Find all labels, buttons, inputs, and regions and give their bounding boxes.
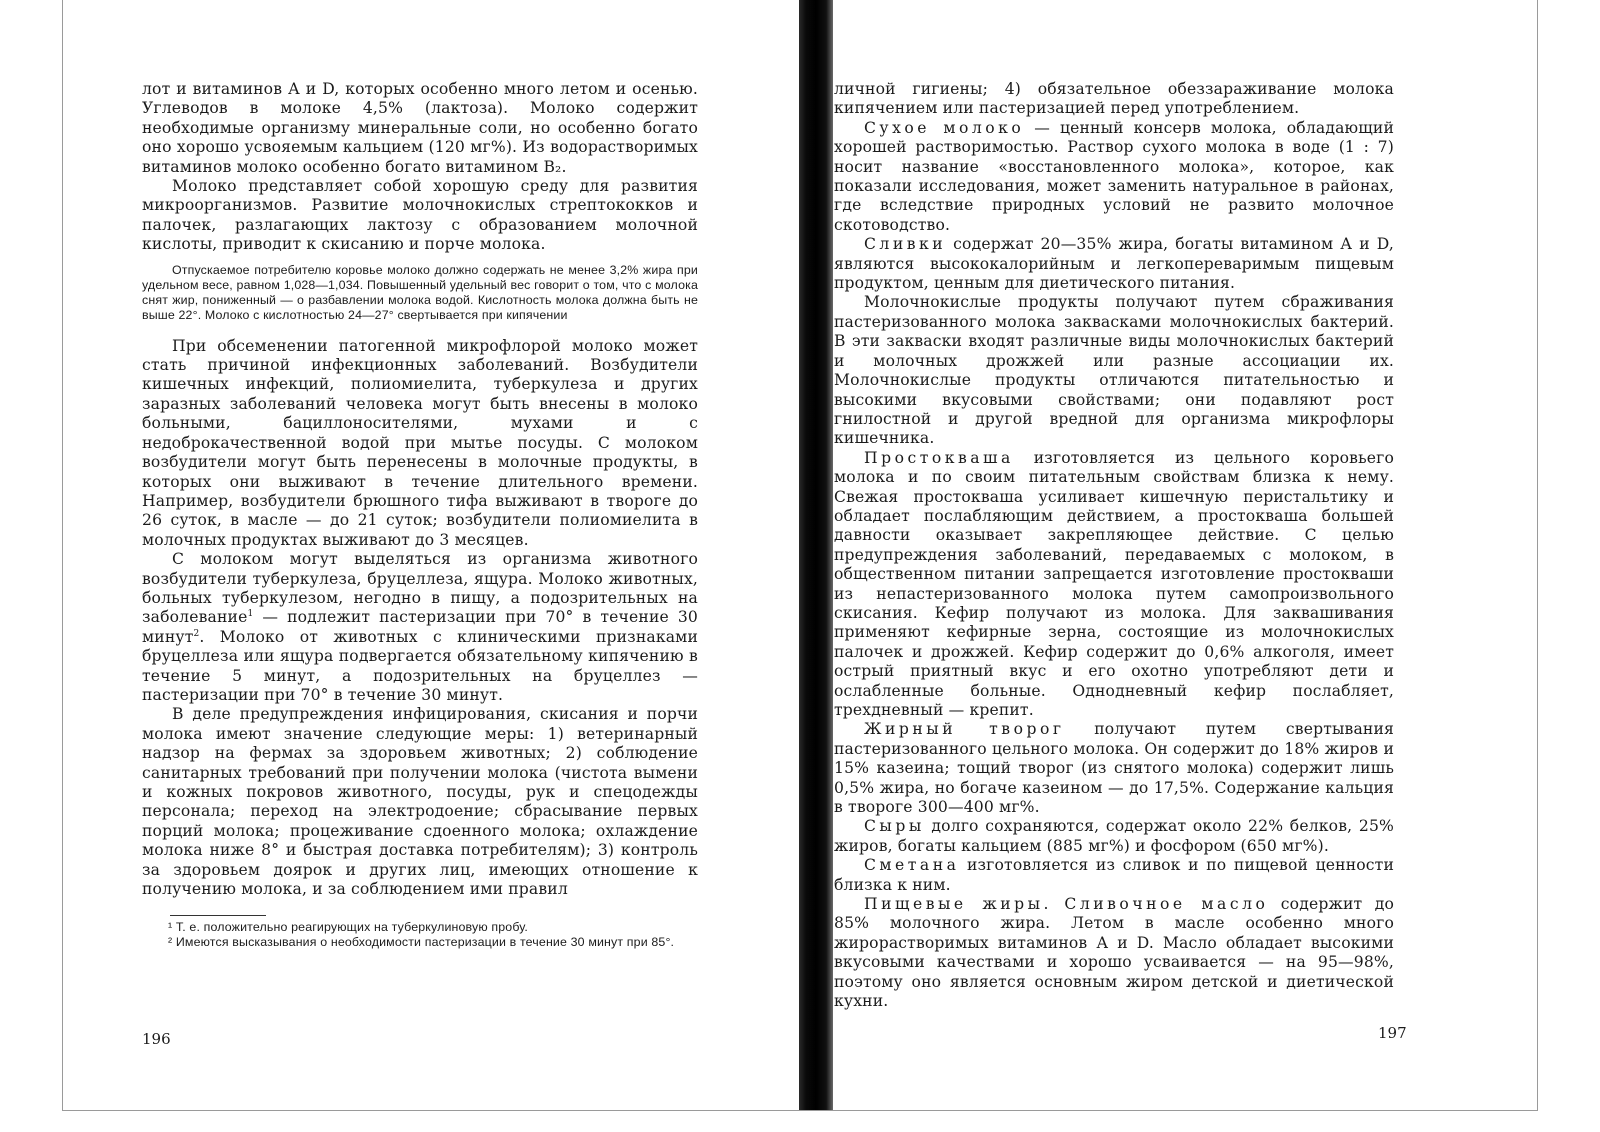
- paragraph-smetana: [834, 856, 1394, 895]
- right-page: [834, 80, 1394, 1012]
- page-number-left: 196: [142, 1030, 171, 1048]
- paragraph-fats: [834, 895, 1394, 1011]
- paragraph: Молочнокислые продукты получают путем сбраживания пастеризованного молока заквасками молочнокислых бактерий. В эти закваски входят различные виды молочнокислых бактерий и молочных дрожжей или разные ассоциации их. Молочнокислые продукты отличаются питательностью и высокими вкусовыми свойствами; они подавляют рост гнилостной и другой вредной для организма микрофлоры кишечника.: [834, 293, 1394, 448]
- text-run: содержат 20—35% жира, богаты витамином А и D, являются высококалорийным и легкопереваримым пищевым продуктом, ценным для диетического питания.: [834, 235, 1394, 293]
- small-print-note: Отпускаемое потребителю коровье молоко должно содержать не менее 3,2% жира при удельном весе, равном 1,028—1,034. Повышенный удельный вес говорит о том, что с молока снят жир, пониженный — о разбавлении молока водой. Кислотность молока должна быть не выше 22°. Молоко с кислотностью 24—27° свертывается при кипячении: [142, 262, 698, 322]
- footnote: ¹ Т. е. положительно реагирующих на туберкулиновую пробу.: [168, 920, 529, 935]
- text-run: содержит до 85% молочного жира. Летом в масле особенно много жирорастворимых витаминов А и D. Масло обладает высокими вкусовыми качествами и хорошо усваивается — на 95—98%, поэтому оно является основным жиром детской и диетической кухни.: [834, 895, 1394, 1011]
- text-run: — ценный консерв молока, обладающий хорошей растворимостью. Раствор сухого молока в воде (1 : 7) носит название «восстановленного молока», которое, как показали исследования, может заменить натуральное в районах, где вследствие природных условий не развито молочное скотоводство.: [834, 118, 1394, 234]
- page-number-right: 197: [1378, 1024, 1407, 1042]
- term: Сливочное масло: [1064, 895, 1269, 914]
- term: Сыры: [864, 817, 925, 836]
- paragraph-cream: [834, 235, 1394, 293]
- paragraph: В деле предупреждения инфицирования, скисания и порчи молока имеют значение следующие меры: 1) ветеринарный надзор на фермах за здоровьем животных; 2) соблюдение санитарных требований при получении молока (чистота вымени и кожных покровов животного, посуды, рук и спецодежды персонала; переход на электродоение; сбрасывание первых порций молока; процеживание сдоенного молока; охлаждение молока ниже 8° и быстрая доставка потребителям); 3) контроль за здоровьем доярок и других лиц, имеющих отношение к получению молока, и за соблюдением ими правил: [142, 705, 698, 899]
- text-run: долго сохраняются, содержат около 22% белков, 25% жиров, богаты кальцием (885 мг%) и фосфором (650 мг%).: [834, 817, 1394, 855]
- text-run: изготовляется из сливок и по пищевой ценности близка к ним.: [834, 856, 1394, 894]
- text-run: получают путем свертывания пастеризованного цельного молока. Он содержит до 18% жиров и 15% казеина; тощий творог (из снятого молока) содержит лишь 0,5% жира, но богаче казеином — до 17,5%. Содержание кальция в твороге 300—400 мг%.: [834, 720, 1394, 817]
- left-page: [142, 80, 698, 950]
- term: Пищевые жиры.: [864, 895, 1052, 914]
- text-run: — подлежит пастеризации при 70° в течение 30 минут: [142, 608, 698, 646]
- term: Сметана: [864, 856, 960, 875]
- footnote: ² Имеются высказывания о необходимости пастеризации в течение 30 минут при 85°.: [168, 935, 675, 950]
- text-run: С молоком могут выделяться из организма животного возбудители туберкулеза, бруцеллеза, ящура. Молоко животных, больных туберкулезом, негодно в пищу, а подозрительных на заболевание: [142, 550, 698, 627]
- paragraph-animals: [142, 550, 698, 705]
- text-run: изготовляется из цельного коровьего молока и по своим питательным свойствам близка к нему. Свежая простокваша усиливает кишечную перистальтику и обладает послабляющим действием, а простокваша большей давности оказывает закрепляющее действие. С целью предупреждения заболеваний, передаваемых с молоком, в общественном питании запрещается изготовление простокваши из непастеризованного молока путем самопроизвольного скисания. Кефир получают из молока. Для заквашивания применяют кефирные зерна, состоящие из молочнокислых палочек и дрожжей. Кефир содержит до 0,6% алкоголя, имеет острый приятный вкус и его охотно употребляют дети и ослабленные больные. Однодневный кефир послабляет, трехдневный — крепит.: [834, 448, 1394, 719]
- footnote-ref: 2: [193, 628, 200, 639]
- book-gutter-shadow: [799, 0, 833, 1110]
- paragraph-tvorog: [834, 720, 1394, 817]
- paragraph-dry-milk: [834, 119, 1394, 235]
- text-run: . Молоко от животных с клиническими признаками бруцеллеза или ящура подвергается обязательному кипячению в течение 5 минут, а подозрительных на бруцеллез — пастеризации при 70° в течение 30 минут.: [142, 627, 698, 704]
- paragraph: лот и витаминов А и D, которых особенно много летом и осенью. Углеводов в молоке 4,5% (лактоза). Молоко содержит необходимые организму минеральные соли, но особенно богато оно хорошо усвояемым кальцием (120 мг%). Из водорастворимых витаминов молоко особенно богато витамином B₂.: [142, 80, 698, 176]
- paragraph-prostokvasha: [834, 449, 1394, 721]
- paragraph: Молоко представляет собой хорошую среду для развития микроорганизмов. Развитие молочнокислых стрептококков и палочек, разлагающих лактозу с образованием молочной кислоты, приводит к скисанию и порче молока.: [142, 177, 698, 254]
- term: Простокваша: [864, 448, 1014, 467]
- paragraph: личной гигиены; 4) обязательное обеззараживание молока кипячением или пастеризацией перед употреблением.: [834, 80, 1394, 118]
- paragraph-cheese: [834, 817, 1394, 856]
- footnote-rule: [170, 915, 266, 916]
- term: Жирный творог: [864, 720, 1065, 739]
- footnote-ref: 1: [247, 609, 254, 620]
- term: Сухое молоко: [864, 118, 1025, 137]
- term: Сливки: [864, 235, 947, 254]
- paragraph: При обсеменении патогенной микрофлорой молоко может стать причиной инфекционных заболеваний. Возбудители кишечных инфекций, полиомиелита, туберкулеза и других заразных заболеваний человека могут быть внесены в молоко больными, бациллоносителями, мухами и с недоброкачественной водой при мытье посуды. С молоком возбудители могут быть перенесены в молочные продукты, в которых они выживают в течение длительного времени. Например, возбудители брюшного тифа выживают в твороге до 26 суток, в масле — до 21 суток; возбудители полиомиелита в молочных продуктах выживают до 3 месяцев.: [142, 336, 698, 549]
